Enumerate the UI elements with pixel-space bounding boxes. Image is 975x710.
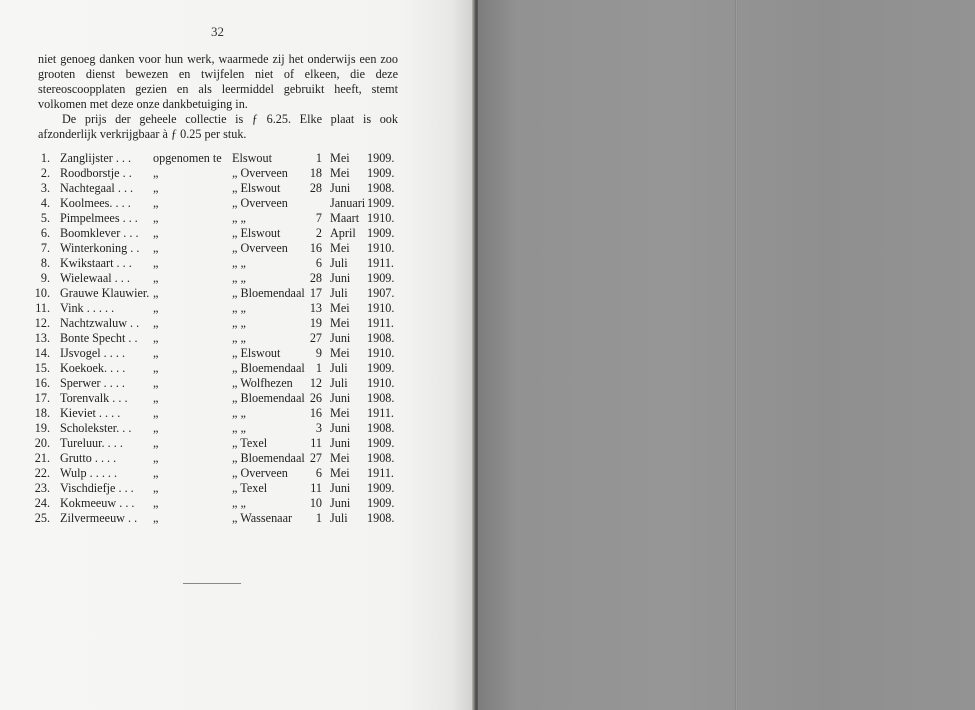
plate-note: „	[153, 481, 159, 495]
divider-rule	[183, 583, 241, 584]
plate-month: Mei	[330, 151, 350, 165]
plate-year: 1907.	[367, 286, 395, 300]
plate-num: 2.	[40, 166, 50, 180]
plate-note: „	[153, 331, 159, 345]
plate-name: Pimpelmees . . .	[60, 211, 138, 225]
plate-note: „	[153, 421, 159, 435]
plate-note: „	[153, 391, 159, 405]
plate-month: Januari	[330, 196, 366, 210]
plate-name: Nachtegaal . . .	[60, 181, 134, 195]
plate-note: „	[153, 196, 159, 210]
plate-year: 1908.	[367, 331, 395, 345]
plate-month: Juli	[330, 361, 348, 375]
list-item	[30, 406, 410, 421]
list-item	[30, 481, 410, 496]
plate-day: 17	[309, 286, 322, 300]
plate-note: „	[153, 316, 159, 330]
plate-num: 14.	[34, 346, 50, 360]
plate-num: 15.	[34, 361, 50, 375]
plate-list	[30, 151, 410, 526]
plate-day: 6	[315, 256, 322, 270]
plate-day: 12	[309, 376, 322, 390]
plate-year: 1909.	[367, 226, 395, 240]
plate-note: „	[153, 346, 159, 360]
right-page-blank	[478, 0, 975, 710]
plate-day: 16	[309, 406, 322, 420]
plate-num: 16.	[34, 376, 50, 390]
list-item	[30, 361, 410, 376]
list-item	[30, 376, 410, 391]
plate-num: 9.	[40, 271, 50, 285]
plate-name: Scholekster. . .	[60, 421, 132, 435]
list-item	[30, 496, 410, 511]
plate-day: 1	[315, 361, 322, 375]
plate-year: 1908.	[367, 421, 395, 435]
list-item	[30, 391, 410, 406]
plate-place: „ Overveen	[232, 466, 288, 480]
list-item	[30, 211, 410, 226]
plate-note: „	[153, 406, 159, 420]
plate-year: 1910.	[367, 241, 395, 255]
plate-place: „ Bloemendaal	[232, 361, 305, 375]
list-item	[30, 256, 410, 271]
plate-day: 1	[315, 511, 322, 525]
plate-month: Juli	[330, 376, 348, 390]
plate-month: Juni	[330, 496, 351, 510]
plate-name: Torenvalk . . .	[60, 391, 128, 405]
plate-place: „ Elswout	[232, 226, 281, 240]
plate-day: 16	[309, 241, 322, 255]
plate-note: „	[153, 241, 159, 255]
plate-place: „ „	[232, 271, 246, 285]
plate-day: 27	[309, 331, 322, 345]
list-item	[30, 451, 410, 466]
plate-note: „	[153, 361, 159, 375]
plate-place: „ Overveen	[232, 196, 288, 210]
plate-month: Juni	[330, 331, 351, 345]
plate-month: Juli	[330, 256, 348, 270]
plate-month: Juni	[330, 421, 351, 435]
plate-year: 1911.	[367, 406, 394, 420]
plate-note: opgenomen te	[153, 151, 222, 165]
plate-month: Mei	[330, 301, 350, 315]
plate-month: Mei	[330, 406, 350, 420]
plate-place: „ Overveen	[232, 241, 288, 255]
plate-note: „	[153, 286, 159, 300]
plate-place: „ „	[232, 406, 246, 420]
plate-place: „ Texel	[232, 481, 268, 495]
plate-num: 11.	[35, 301, 50, 315]
plate-num: 12.	[34, 316, 50, 330]
plate-name: Bonte Specht . .	[60, 331, 138, 345]
plate-note: „	[153, 181, 159, 195]
plate-month: Mei	[330, 166, 350, 180]
plate-month: Juni	[330, 181, 351, 195]
list-item	[30, 346, 410, 361]
list-item	[30, 271, 410, 286]
plate-year: 1910.	[367, 376, 395, 390]
list-item	[30, 166, 410, 181]
plate-place: „ „	[232, 301, 246, 315]
plate-day: 1	[315, 151, 322, 165]
plate-year: 1911.	[367, 466, 394, 480]
list-item	[30, 241, 410, 256]
plate-place: „ „	[232, 256, 246, 270]
plate-month: Juni	[330, 481, 351, 495]
plate-day: 11	[310, 481, 322, 495]
plate-place: „ Bloemendaal	[232, 451, 305, 465]
plate-place: „ Elswout	[232, 346, 281, 360]
plate-year: 1909.	[367, 496, 395, 510]
plate-month: Juni	[330, 391, 351, 405]
plate-place: „ Overveen	[232, 166, 288, 180]
plate-month: Mei	[330, 466, 350, 480]
plate-month: Juni	[330, 271, 351, 285]
plate-name: Kwikstaart . . .	[60, 256, 132, 270]
list-item	[30, 466, 410, 481]
plate-year: 1908.	[367, 391, 395, 405]
plate-year: 1910.	[367, 301, 395, 315]
plate-day: 13	[309, 301, 322, 315]
intro-paragraph: niet genoeg danken voor hun werk, waarmede zij het onderwijs een zoo grooten dienst bewezen en twijfelen niet of elkeen, die deze stereoscoopplaten gezien en als leermiddel gebruikt heeft, stemt volkomen met deze onze dankbetuiging in.	[38, 52, 398, 111]
plate-day: 10	[309, 496, 322, 510]
price-paragraph: De prijs der geheele collectie is ƒ 6.25. Elke plaat is ook afzonderlijk verkrijgbaar à ƒ 0.25 per stuk.	[38, 112, 398, 141]
list-item	[30, 421, 410, 436]
plate-note: „	[153, 256, 159, 270]
plate-day: 11	[310, 436, 322, 450]
list-item	[30, 181, 410, 196]
page-fold-crease	[735, 0, 738, 710]
plate-num: 6.	[40, 226, 50, 240]
plate-name: Roodborstje . .	[60, 166, 132, 180]
plate-num: 13.	[34, 331, 50, 345]
plate-day: 6	[315, 466, 322, 480]
plate-num: 7.	[40, 241, 50, 255]
plate-name: Wielewaal . . .	[60, 271, 130, 285]
plate-year: 1909.	[367, 481, 395, 495]
list-item	[30, 286, 410, 301]
plate-month: Maart	[330, 211, 360, 225]
plate-note: „	[153, 511, 159, 525]
plate-day: 7	[315, 211, 322, 225]
plate-num: 8.	[40, 256, 50, 270]
plate-year: 1909.	[367, 361, 395, 375]
plate-num: 5.	[40, 211, 50, 225]
plate-year: 1908.	[367, 451, 395, 465]
plate-month: April	[330, 226, 356, 240]
plate-name: Kieviet . . . .	[60, 406, 121, 420]
plate-num: 3.	[40, 181, 50, 195]
plate-num: 4.	[40, 196, 50, 210]
plate-note: „	[153, 271, 159, 285]
plate-year: 1910.	[367, 346, 395, 360]
plate-note: „	[153, 466, 159, 480]
list-item	[30, 151, 410, 166]
plate-name: Grauwe Klauwier.	[60, 286, 150, 300]
plate-name: Vischdiefje . . .	[60, 481, 134, 495]
plate-year: 1909.	[367, 166, 395, 180]
plate-num: 24.	[34, 496, 50, 510]
plate-num: 17.	[34, 391, 50, 405]
plate-num: 22.	[34, 466, 50, 480]
plate-note: „	[153, 166, 159, 180]
list-item	[30, 316, 410, 331]
plate-place: Elswout	[232, 151, 272, 165]
plate-day: 27	[309, 451, 322, 465]
plate-year: 1911.	[367, 256, 394, 270]
plate-place: „ „	[232, 211, 246, 225]
plate-name: Grutto . . . .	[60, 451, 117, 465]
plate-month: Juni	[330, 436, 351, 450]
plate-year: 1909.	[367, 271, 395, 285]
plate-place: „ „	[232, 316, 246, 330]
plate-name: Sperwer . . . .	[60, 376, 125, 390]
left-page	[0, 0, 475, 710]
plate-month: Mei	[330, 316, 350, 330]
plate-day: 28	[309, 181, 322, 195]
plate-day: 2	[315, 226, 322, 240]
plate-day: 19	[309, 316, 322, 330]
plate-note: „	[153, 226, 159, 240]
plate-note: „	[153, 451, 159, 465]
plate-num: 20.	[34, 436, 50, 450]
plate-month: Juli	[330, 286, 348, 300]
plate-place: „ Bloemendaal	[232, 391, 305, 405]
plate-num: 21.	[34, 451, 50, 465]
plate-place: „ Elswout	[232, 181, 281, 195]
plate-month: Juli	[330, 511, 348, 525]
plate-year: 1909.	[367, 436, 395, 450]
plate-month: Mei	[330, 346, 350, 360]
plate-note: „	[153, 436, 159, 450]
plate-place: „ Bloemendaal	[232, 286, 305, 300]
plate-name: Tureluur. . . .	[60, 436, 123, 450]
plate-name: Koekoek. . . .	[60, 361, 126, 375]
plate-note: „	[153, 211, 159, 225]
plate-num: 25.	[34, 511, 50, 525]
plate-year: 1908.	[367, 511, 395, 525]
plate-place: „ „	[232, 331, 246, 345]
plate-year: 1909.	[367, 151, 395, 165]
plate-num: 18.	[34, 406, 50, 420]
plate-year: 1909.	[367, 196, 395, 210]
list-item	[30, 226, 410, 241]
plate-year: 1908.	[367, 181, 395, 195]
plate-month: Mei	[330, 241, 350, 255]
plate-note: „	[153, 301, 159, 315]
plate-num: 10.	[34, 286, 50, 300]
list-item	[30, 196, 410, 211]
plate-name: Zilvermeeuw . .	[60, 511, 138, 525]
plate-name: Nachtzwaluw . .	[60, 316, 140, 330]
list-item	[30, 436, 410, 451]
plate-num: 1.	[40, 151, 50, 165]
list-item	[30, 301, 410, 316]
plate-name: Vink . . . . .	[60, 301, 115, 315]
plate-name: IJsvogel . . . .	[60, 346, 125, 360]
plate-day: 18	[309, 166, 322, 180]
plate-place: „ „	[232, 421, 246, 435]
plate-place: „ Wolfhezen	[232, 376, 293, 390]
plate-num: 19.	[34, 421, 50, 435]
plate-name: Kokmeeuw . . .	[60, 496, 135, 510]
plate-num: 23.	[34, 481, 50, 495]
plate-day: 28	[309, 271, 322, 285]
plate-day: 9	[315, 346, 322, 360]
plate-name: Zanglijster . . .	[60, 151, 132, 165]
plate-name: Winterkoning . .	[60, 241, 140, 255]
plate-note: „	[153, 376, 159, 390]
plate-name: Koolmees. . . .	[60, 196, 131, 210]
plate-day: 26	[309, 391, 322, 405]
plate-note: „	[153, 496, 159, 510]
plate-place: „ Texel	[232, 436, 268, 450]
plate-place: „ Wassenaar	[232, 511, 293, 525]
plate-month: Mei	[330, 451, 350, 465]
plate-name: Wulp . . . . .	[60, 466, 118, 480]
list-item	[30, 511, 410, 526]
plate-year: 1911.	[367, 316, 394, 330]
plate-name: Boomklever . . .	[60, 226, 139, 240]
plate-place: „ „	[232, 496, 246, 510]
page-number: 32	[211, 24, 224, 39]
plate-year: 1910.	[367, 211, 395, 225]
list-item	[30, 331, 410, 346]
plate-day: 3	[315, 421, 322, 435]
